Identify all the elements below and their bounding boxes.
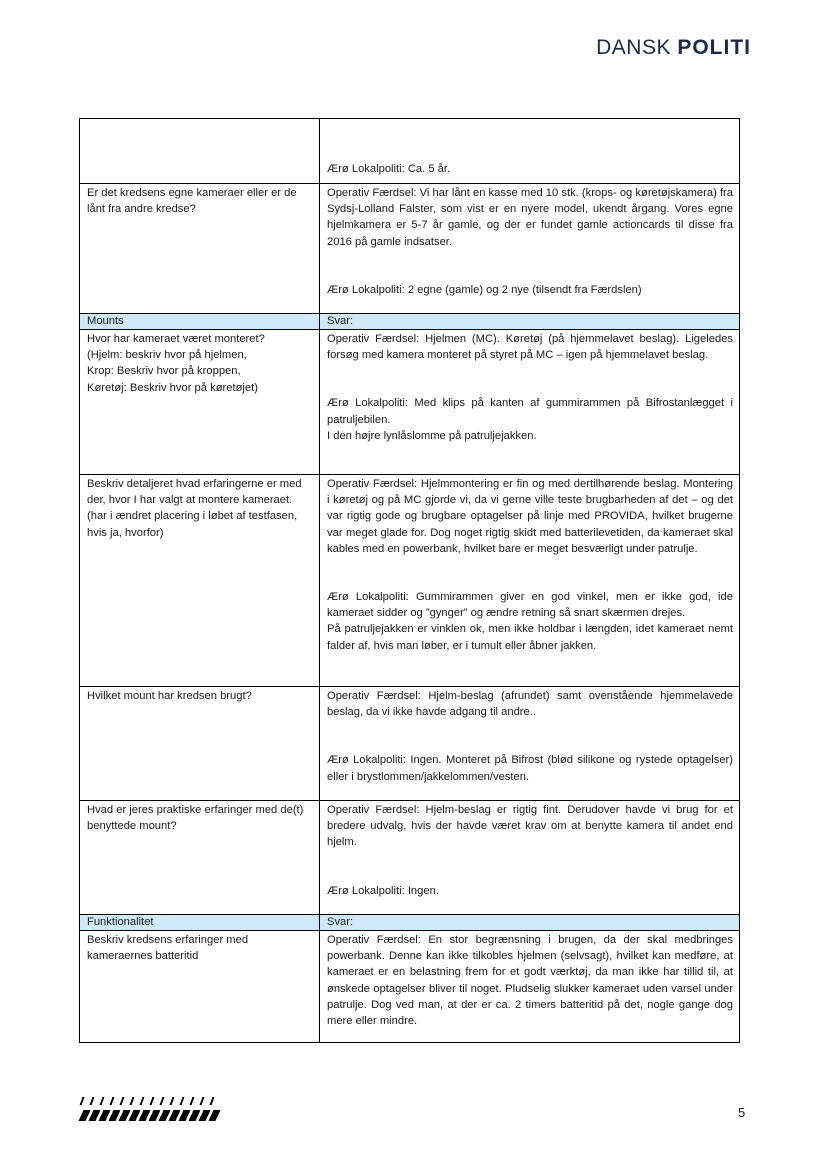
section-title: Funktionalitet bbox=[80, 915, 320, 931]
answer-text: Ærø Lokalpoliti: Gummirammen giver en god vinkel, men er ikke god, ide kameraet sidder og ”gynger” og ændre retning så snart skærmen drejes. På patruljejakken er vinklen ok, men ikke holdbar i længden, idet kameraet nemt falder af, hvis man løber, er i tumult eller åbner jakken. bbox=[327, 591, 733, 652]
answer-cell bbox=[320, 475, 740, 687]
answer-text: Ærø Lokalpoliti: Ingen. bbox=[327, 884, 439, 897]
answer-text: Operativ Færdsel: En stor begrænsning i brugen, da der skal medbringes powerbank. Denne kan ikke tilkobles hjelmen (selvsagt), hvilket kan medføre, at kameraet er en belastning frem for et godt værktøj, da man ikke har tillid til, at ønskede optagelser bliver til noget. Pludselig slukker kameraet uden varsel under patrulje. Dog ved man, at der er ca. 2 timers batteritid på det, nogle gange dog mere eller mindre. bbox=[327, 934, 733, 1028]
footer-stripe-decoration bbox=[80, 1097, 220, 1105]
answer-cell bbox=[320, 687, 740, 801]
table-row bbox=[80, 475, 740, 687]
table-row bbox=[80, 931, 740, 1043]
question-cell: Er det kredsens egne kameraer eller er de lånt fra andre kredse? bbox=[80, 184, 320, 314]
answer-text: Operativ Færdsel: Hjelm-beslag er rigtig fint. Derudover havde vi brug for et bredere udvalg, hvis der havde været krav om at benytte kamera til andet end hjelm. bbox=[327, 804, 733, 849]
answer-cell bbox=[320, 801, 740, 915]
question-cell: Hvilket mount har kredsen brugt? bbox=[80, 687, 320, 801]
section-header-mounts bbox=[80, 314, 740, 330]
section-answer-header: Svar: bbox=[320, 915, 740, 931]
logo-text-politi: POLITI bbox=[677, 36, 751, 59]
answer-text: Ærø Lokalpoliti: Med klips på kanten af gummirammen på Bifrostanlægget i patruljebilen. I den højre lynlåslomme på patruljejakken. bbox=[327, 397, 733, 442]
evaluation-table bbox=[79, 118, 740, 1043]
page-number: 5 bbox=[738, 1105, 746, 1120]
section-header-funktionalitet bbox=[80, 915, 740, 931]
answer-text: Operativ Færdsel: Hjelm-beslag (afrundet) samt ovenstående hjemmelavede beslag, da vi ikke havde adgang til andre.. bbox=[327, 690, 733, 719]
answer-text: Operativ Færdsel: Vi har lånt en kasse med 10 stk. (krops- og køretøjskamera) fra Sydsj-Lolland Falster, som vist er en nyere model, ukendt årgang. Vores egne hjelmkamera er 5-7 år gamle, og der er fundet gamle actioncards til disse fra 2016 på gamle indsatser. bbox=[327, 187, 733, 248]
answer-cell bbox=[320, 931, 740, 1043]
answer-cell bbox=[320, 184, 740, 314]
answer-text: Ærø Lokalpoliti: Ingen. Monteret på Bifrost (blød silikone og rystede optagelser) eller i brystlommen/jakkelommen/vesten. bbox=[327, 754, 733, 783]
logo-text-dansk: DANSK bbox=[596, 36, 671, 59]
section-title: Mounts bbox=[80, 314, 320, 330]
answer-text: Ærø Lokalpoliti: 2 egne (gamle) og 2 nye (tilsendt fra Færdslen) bbox=[327, 283, 642, 296]
table-row bbox=[80, 119, 740, 184]
answer-text: Operativ Færdsel: Hjelmmontering er fin og med dertilhørende beslag. Montering i køretøj og på MC gjorde vi, da vi gerne ville teste brugbarheden af det – og det var rigtig gode og brugbare optagelser på linje med PROVIDA, hvilket brugerne var meget glade for. Dog noget rigtig skidt med batterilevetiden, da kameraet skal kables med en powerbank, hvilket bare er meget besværligt under patrulje. bbox=[327, 478, 733, 555]
section-answer-header: Svar: bbox=[320, 314, 740, 330]
dansk-politi-logo bbox=[596, 36, 751, 60]
question-cell: Beskriv detaljeret hvad erfaringerne er med der, hvor I har valgt at montere kameraet. (har i ændret placering i løbet af testfasen, hvis ja, hvorfor) bbox=[80, 475, 320, 687]
answer-cell bbox=[320, 119, 740, 184]
question-cell: Hvor har kameraet været monteret? (Hjelm: beskriv hvor på hjelmen, Krop: Beskriv hvor på kroppen, Køretøj: Beskriv hvor på køretøjet) bbox=[80, 330, 320, 475]
question-cell: Beskriv kredsens erfaringer med kameraernes batteritid bbox=[80, 931, 320, 1043]
answer-text: Ærø Lokalpoliti: Ca. 5 år. bbox=[327, 162, 451, 175]
table-row bbox=[80, 687, 740, 801]
table-row bbox=[80, 184, 740, 314]
answer-text: Operativ Færdsel: Hjelmen (MC). Køretøj (på hjemmelavet beslag). Ligeledes forsøg med kamera monteret på styret på MC – igen på hjemmelavet beslag. bbox=[327, 333, 733, 362]
footer-stripe-decoration bbox=[78, 1110, 220, 1121]
question-cell bbox=[80, 119, 320, 184]
table-row bbox=[80, 330, 740, 475]
answer-cell bbox=[320, 330, 740, 475]
question-cell: Hvad er jeres praktiske erfaringer med de(t) benyttede mount? bbox=[80, 801, 320, 915]
table-row bbox=[80, 801, 740, 915]
